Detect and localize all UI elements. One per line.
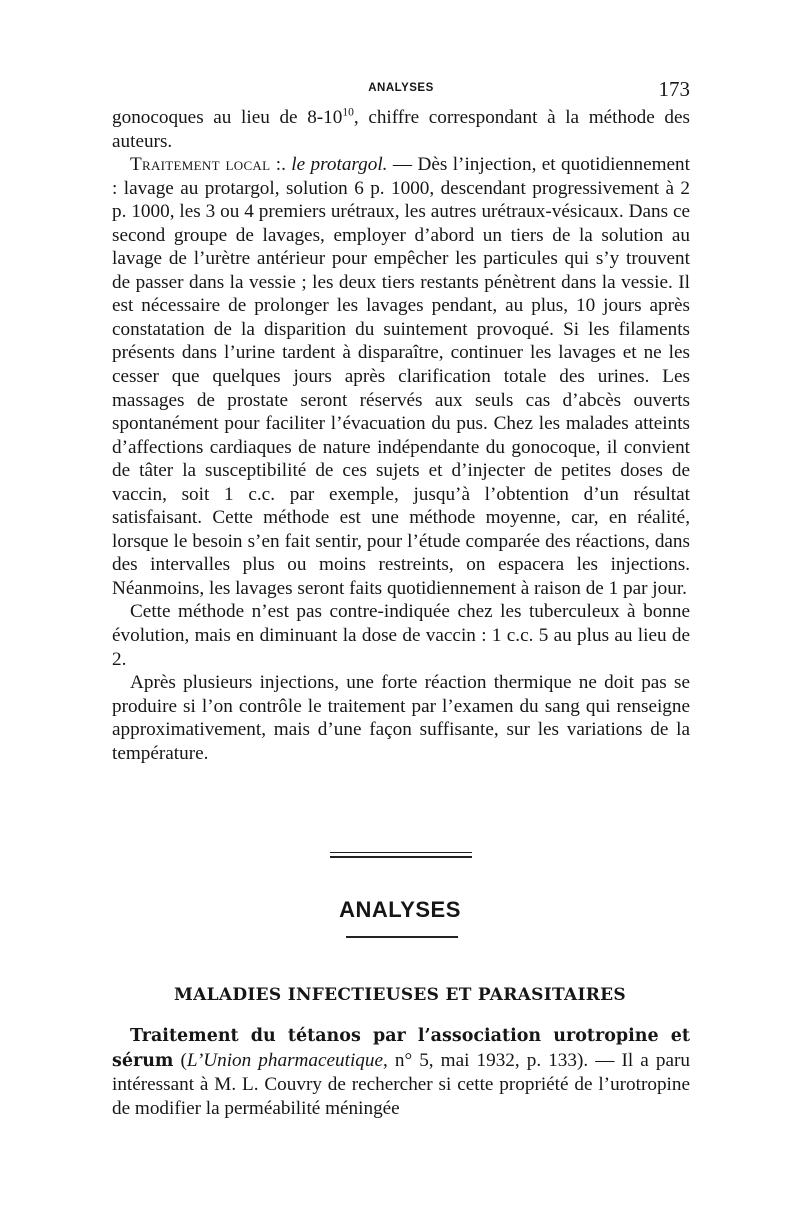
superscript: 10 xyxy=(342,106,354,119)
subsection-title: MALADIES INFECTIEUSES ET PARASITAIRES xyxy=(174,985,626,1005)
article-title: Traitement du tétanos par l’association urotropine et sérum xyxy=(112,1026,690,1071)
section-title-underline xyxy=(346,936,458,938)
page-number: 173 xyxy=(658,77,690,101)
divider-rule xyxy=(330,852,472,853)
paragraph-lead: Traitement local xyxy=(130,154,271,176)
article-paragraph: Traitement du tétanos par l’association urotropine et sérum (L’Union pharmaceutique, n° 5, mai 1932, p. 133). — Il a paru intéressant à M. L. Couvry de rechercher si cette propriété de l’urotropine de modifier la perméabilité méningée xyxy=(112,1026,690,1119)
paragraph-continuation: gonocoques au lieu de $8-10^{10}$, chiffre correspondant à la méthode des auteurs. xyxy=(112,106,690,152)
paragraph-thermal-reaction: Après plusieurs injections, une forte réaction thermique ne doit pas se produire si l’on contrôle le traitement par l’examen du sang qui renseigne approximativement, mais d’une façon suffisante, sur les variations de la température. xyxy=(112,672,690,764)
article-source: L’Union pharmaceutique xyxy=(186,1049,383,1071)
paragraph-tuberculous: Cette méthode n’est pas contre-indiquée chez les tuberculeux à bonne évolution, mais en diminuant la dose de vaccin : 1 c.c. 5 au plus au lieu de 2. xyxy=(112,601,690,670)
paragraph-local-treatment: Traitement local :. le protargol. — Dès l’injection, et quotidiennement : lavage au protargol, solution 6 p. 1000, descendant progressivement à 2 p. 1000, les 3 ou 4 premiers urétraux, les autres urétraux-vésicaux. Dans ce second groupe de lavages, employer d’abord un tiers de la solution au lavage de l’urètre antérieur pour empêcher les particules qui s’y trouvent de passer dans la vessie ; les deux tiers restants pénètrent dans la vessie. Il est nécessaire de prolonger les lavages pendant, au plus, 10 jours après constatation de la disparition du suintement provoqué. Si les filaments présents dans l’urine tardent à disparaître, continuer les lavages et ne les cesser que quelques jours après clarification totale des urines. Les massages de prostate seront réservés aux seuls cas d’abcès ouverts spontanément pour faciliter l’évacuation du pus. Chez les malades atteints d’affections cardiaques de nature indépendante du gonocoque, il convient de tâter la susceptibilité de ces sujets et d’injecter de petites doses de vaccin, soit 1 c.c. par exemple, jusqu’à l’obtention d’un résultat satisfaisant. Cette méthode est une méthode moyenne, car, en réalité, lorsque le besoin s’en fait sentir, pour l’étude comparée des réactions, dans des intervalles plus ou moins restreints, on espacera les injections. Néanmoins, les lavages seront faits quotidiennement à raison de 1 par jour. xyxy=(112,154,690,599)
section-title: ANALYSES xyxy=(339,897,461,922)
article-source-details: , n° 5, mai 1932, p. 133). — xyxy=(383,1049,615,1071)
running-title: ANALYSES xyxy=(368,82,434,94)
paragraph-lead-italic: le protargol. xyxy=(291,154,388,176)
body-text xyxy=(112,106,690,765)
running-head xyxy=(112,79,690,99)
divider-rule-thick xyxy=(330,856,472,858)
article-text xyxy=(112,1024,690,1120)
